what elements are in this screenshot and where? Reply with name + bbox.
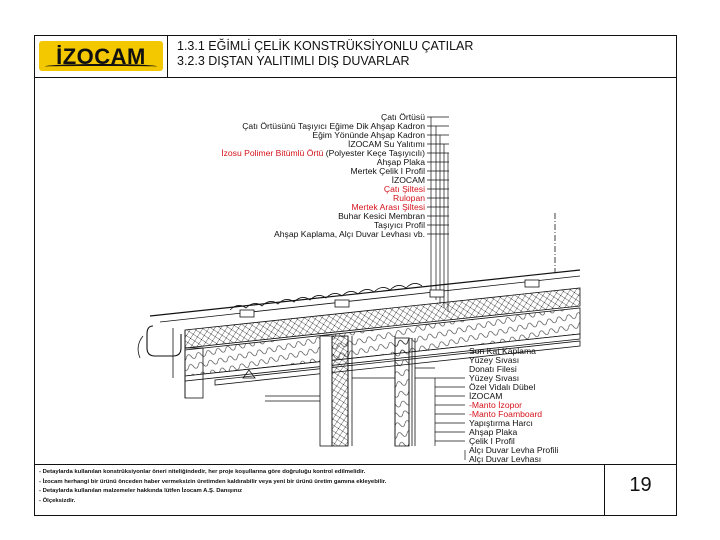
roof-label-6: Ahşap Plaka (376, 157, 425, 167)
roof-label-1: Çatı Örtüsü (381, 112, 425, 122)
construction-drawing (35, 78, 676, 463)
roof-label-12: Buhar Kesici Membran (338, 211, 425, 221)
footer-note: - Detaylarda kullanılan konstrüksiyonlar öneri niteliğindedir, her proje koşullarına göre doğruluğu kontrol edilmelidir. (39, 469, 366, 475)
roof-label-3: Eğim Yönünde Ahşap Kadron (312, 130, 425, 140)
logo-wave-icon (45, 64, 157, 69)
roof-label-11: Mertek Arası Şiltesi (351, 202, 425, 212)
header-divider (167, 36, 168, 77)
wall-label-11: Çelik I Profil (469, 436, 515, 446)
footer-note: - İzocam herhangi bir ürünü önceden haber vermeksizin üretimden kaldırabilir veya yeni bir ürünü üretim gamına ekleyebilir. (39, 478, 387, 485)
wall-leader-lines (415, 378, 465, 460)
roof-label-2: Çatı Örtüsünü Taşıyıcı Eğime Dik Ahşap Kadron (242, 121, 425, 131)
wall-label-3: Donatı Filesi (469, 364, 517, 374)
roof-label-9: Çatı Şiltesi (383, 184, 425, 194)
wall-label-10: Ahşap Plaka (469, 427, 518, 437)
roof-label-4: İZOCAM Su Yalıtımı (347, 139, 425, 149)
wall-label-12: Alçı Duvar Levha Profili (469, 445, 559, 455)
logo-text: İZOCAM (56, 44, 146, 69)
section-title: 1.3.1 EĞİMLİ ÇELİK KONSTRÜKSİYONLU ÇATILAR (177, 39, 474, 53)
wall-label-8: -Manto Foamboard (469, 409, 543, 419)
section-subtitle: 3.2.3 DIŞTAN YALITIMLI DIŞ DUVARLAR (177, 54, 410, 68)
wall-label-1: Son Kat Kaplama (469, 346, 536, 356)
footer-note: - Detaylarda kullanılan malzemeler hakkında lütfen İzocam A.Ş. Danışınız (39, 488, 243, 494)
footer-notes (39, 468, 599, 506)
roof-label-13: Taşıyıcı Profil (373, 220, 425, 230)
wall-label-13: Alçı Duvar Levhası (469, 454, 542, 464)
wall-label-7: -Manto İzopor (469, 400, 523, 410)
roof-label-7: Mertek Çelik I Profil (350, 166, 425, 176)
roof-label-10: Rulopan (392, 193, 425, 203)
wall-label-4: Yüzey Sıvası (469, 373, 520, 383)
izocam-logo (39, 41, 163, 71)
roof-label-14: Ahşap Kaplama, Alçı Duvar Levhası vb. (274, 229, 425, 239)
page-number: 19 (629, 474, 652, 496)
roof-label-5: İzosu Polimer Bitümlü Örtü (Polyester Keçe Taşıyıcılı) (221, 148, 425, 158)
roof-label-8: İZOCAM (391, 175, 425, 185)
footer-note: - Ölçeksizdir. (39, 497, 76, 504)
roof-leader-lines (427, 117, 449, 312)
wall-label-5: Özel Vidalı Dübel (469, 382, 536, 392)
wall-label-9: Yapıştırma Harcı (469, 418, 533, 428)
wall-label-6: İZOCAM (469, 391, 503, 401)
wall-label-2: Yüzey Sıvası (469, 355, 520, 365)
sheet-footer (35, 464, 676, 516)
sheet-header (35, 36, 676, 78)
detail-sheet (34, 35, 677, 516)
